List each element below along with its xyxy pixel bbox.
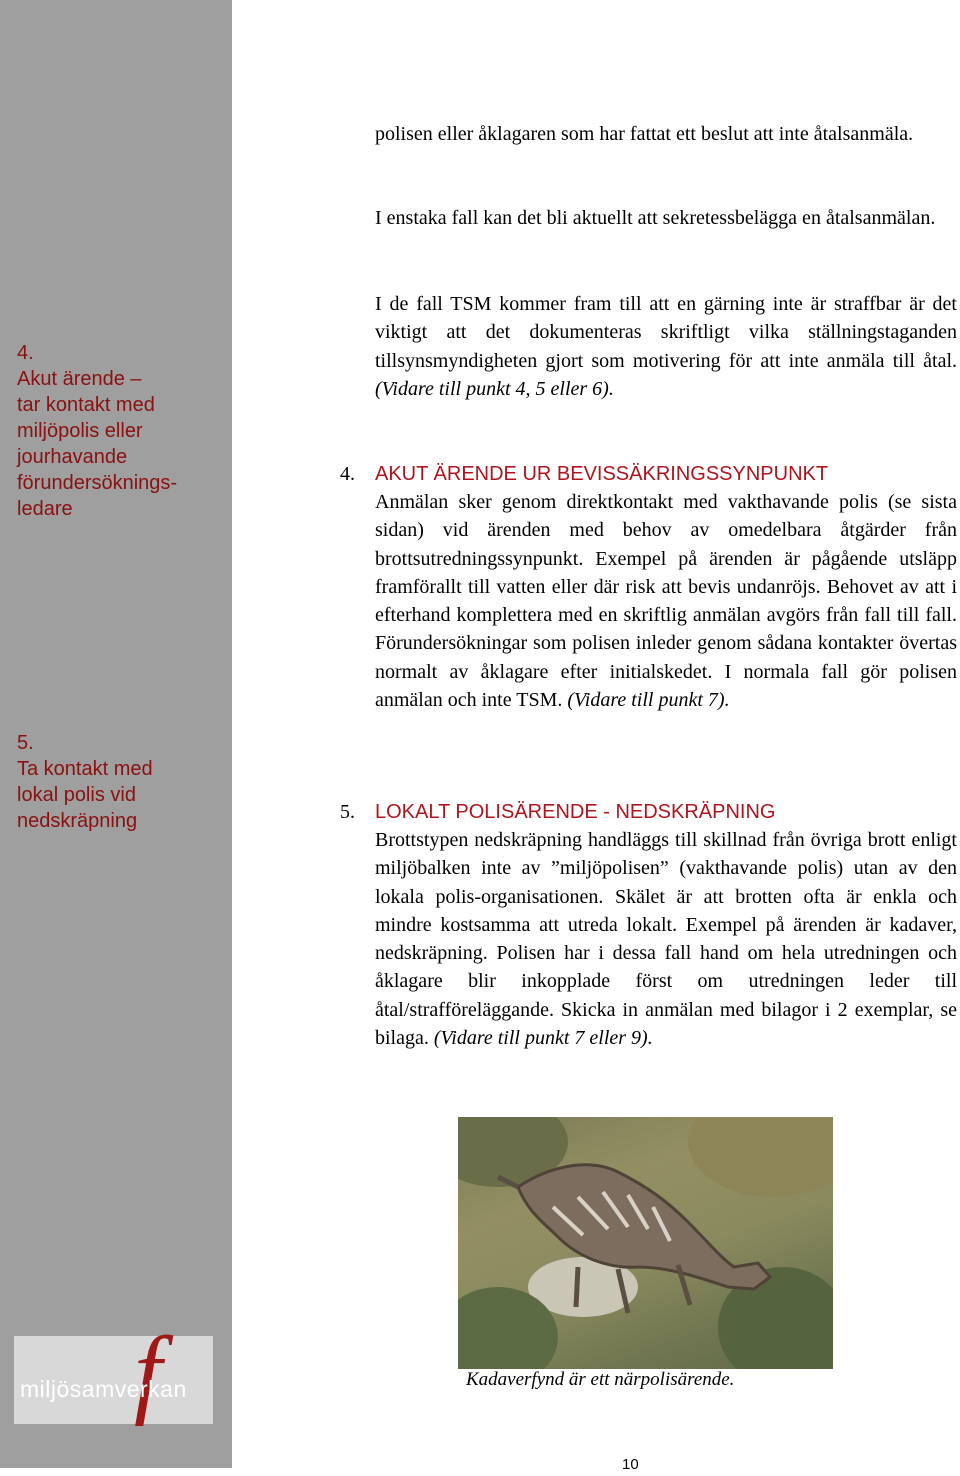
cross-reference: (Vidare till punkt 7 eller 9). [433, 1027, 653, 1050]
figure-caption: Kadaverfynd är ett närpolisärende. [466, 1369, 735, 1390]
sidebar-note-4 [17, 340, 217, 522]
sidebar [0, 0, 232, 1468]
sidebar-note-number: 5. [17, 732, 34, 754]
sidebar-note-number: 4. [17, 342, 34, 364]
section-heading: AKUT ÄRENDE UR BEVISSÄKRINGSSYNPUNKT [375, 463, 829, 485]
cross-reference: (Vidare till punkt 7). [567, 689, 730, 712]
carcass-photo [458, 1117, 833, 1369]
paragraph: polisen eller åklagaren som har fattat ett beslut att inte åtalsanmäla. [375, 123, 914, 145]
cross-reference: (Vidare till punkt 4, 5 eller 6). [375, 377, 614, 400]
section-number: 5. [340, 801, 355, 823]
section-body [375, 488, 957, 714]
page-number: 10 [622, 1456, 639, 1473]
section-heading: LOKALT POLISÄRENDE - NEDSKRÄPNING [375, 801, 776, 823]
miljosamverkan-logo [14, 1316, 213, 1427]
sidebar-note-5 [17, 730, 217, 834]
paragraph-text: I de fall TSM kommer fram till att en gärning inte är straffbar är det viktigt att det dokumenteras skriftligt vilka ställningstaganden tillsynsmyndigheten gjort som motivering för att inte anmäla till åtal. [375, 293, 957, 372]
paragraph: I enstaka fall kan det bli aktuellt att sekretessbelägga en åtalsanmälan. [375, 207, 936, 229]
paragraph-text: Anmälan sker genom direktkontakt med vakthavande polis (se sista sidan) vid ärenden med behov av omedelbara åtgärder från brottsutredningssynpunkt. Exempel på ärenden är pågående utsläpp framförallt till vatten eller där risk att bevis undanröjs. Behovet av att i efterhand komplettera med en skriftlig anmälan avgörs från fall till fall. Förundersökningar som polisen inleder genom sådana kontakter övertas normalt av åklagare efter initialskedet. I normala fall gör polisen anmälan och inte TSM. [375, 491, 957, 712]
section-number: 4. [340, 463, 355, 485]
carcass-shape [458, 1117, 833, 1369]
paragraph-text: Brottstypen nedskräpning handläggs till skillnad från övriga brott enligt miljöbalken inte av ”miljöpolisen” (vakthavande polis) utan av den lokala polis-organisationen. Skälet är att brotten ofta är enkla och mindre kostsamma att utreda lokalt. Exempel på ärenden är kadaver, nedskräpning. Polisen har i dessa fall hand om hela utredningen och åklagare blir inkopplade först om utredningen leder till åtal/strafföreläggande. Skicka in anmälan med bilagor i 2 exemplar, se bilaga. [375, 829, 957, 1050]
logo-wordmark: miljösamverkan [20, 1376, 187, 1402]
sidebar-note-text: Akut ärende – tar kontakt med miljöpolis eller jourhavande förundersöknings- ledare [17, 368, 178, 520]
section-body [375, 826, 957, 1052]
logo-mark: f [134, 1316, 162, 1427]
paragraph [375, 290, 957, 403]
sidebar-note-text: Ta kontakt med lokal polis vid nedskräpning [17, 758, 153, 832]
